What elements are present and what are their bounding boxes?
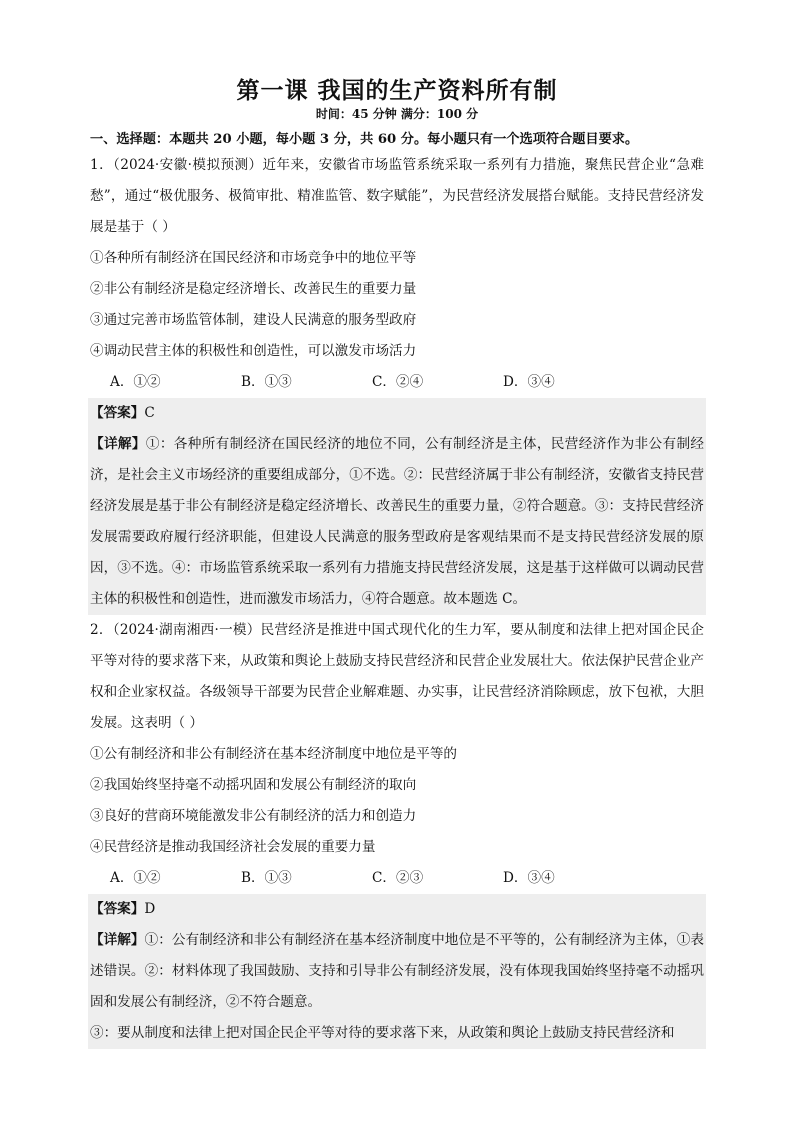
exam-time-score: 时间：45 分钟 满分：100 分 — [315, 107, 479, 121]
statement-3: ③良好的营商环境能激发非公有制经济的活力和创造力 — [90, 808, 417, 824]
answer-value: C — [144, 405, 155, 421]
answer-block — [88, 398, 706, 615]
answer-tag: 【答案】 — [90, 405, 145, 421]
question-list — [90, 150, 704, 1049]
statement-1: ①各种所有制经济在国民经济和市场竞争中的地位平等 — [90, 250, 417, 266]
detail-tag: 【详解】 — [90, 436, 146, 452]
detail-text: ①：公有制经济和非公有制经济在基本经济制度中地位是不平等的，公有制经济为主体，①表述错误。②：材料体现了我国鼓励、支持和引导非公有制经济发展，没有体现我国始终坚持毫不动摇巩固和发展公有制经济，②不符合题意。 — [90, 932, 705, 1010]
choice-a: A．①② — [110, 374, 161, 390]
choice-c: C．②④ — [372, 374, 424, 390]
section-heading: 一、选择题：本题共 20 小题，每小题 3 分，共 60 分。每小题只有一个选项符合题目要求。 — [90, 132, 639, 147]
answer-choices — [90, 367, 704, 398]
statement-1: ①公有制经济和非公有制经济在基本经济制度中地位是平等的 — [90, 746, 458, 762]
detail-line-2: ③：要从制度和法律上把对国企民企平等对待的要求落下来，从政策和舆论上鼓励支持民营经济和 — [90, 1025, 675, 1041]
statement-2: ②我国始终坚持毫不动摇巩固和发展公有制经济的取向 — [90, 777, 417, 793]
answer-value: D — [144, 901, 156, 917]
choice-a: A．①② — [110, 870, 161, 886]
choice-b: B．①③ — [241, 870, 292, 886]
answer-tag: 【答案】 — [90, 901, 145, 917]
detail-line — [90, 429, 704, 615]
question-2 — [90, 615, 704, 1049]
statement-2: ②非公有制经济是稳定经济增长、改善民生的重要力量 — [90, 281, 417, 297]
choice-b: B．①③ — [241, 374, 292, 390]
choice-d: D．③④ — [503, 374, 555, 390]
answer-choices — [90, 863, 704, 894]
question-stem: 1．（2024·安徽·模拟预测）近年来，安徽省市场监管系统采取一系列有力措施，聚焦民营企业“急难愁”，通过“极优服务、极简审批、精准监管、数字赋能”，为民营经济发展搭台赋能。支持民营经济发展是基于（ ） — [90, 157, 704, 235]
statement-4: ④调动民营主体的积极性和创造性，可以激发市场活力 — [90, 343, 417, 359]
question-1 — [90, 150, 704, 615]
statement-4: ④民营经济是推动我国经济社会发展的重要力量 — [90, 839, 376, 855]
detail-line — [90, 925, 704, 1018]
choice-c: C．②③ — [372, 870, 424, 886]
page-title: 第一课 我国的生产资料所有制 — [236, 77, 558, 104]
answer-line — [90, 894, 704, 925]
answer-block — [88, 894, 706, 1049]
question-stem: 2．（2024·湖南湘西·一模）民营经济是推进中国式现代化的生力军，要从制度和法律上把对国企民企平等对待的要求落下来，从政策和舆论上鼓励支持民营经济和民营企业发展壮大。依法保护民营企业产权和企业家权益。各级领导干部要为民营企业解难题、办实事，让民营经济消除顾虑，放下包袱，大胆发展。这表明（ ） — [90, 622, 704, 731]
detail-text: ①：各种所有制经济在国民经济的地位不同，公有制经济是主体，民营经济作为非公有制经济，是社会主义市场经济的重要组成部分，①不选。②：民营经济属于非公有制经济，安徽省支持民营经济发展是基于非公有制经济是稳定经济增长、改善民生的重要力量，②符合题意。③：支持民营经济发展需要政府履行经济职能，但建设人民满意的服务型政府是客观结果而不是支持民营经济发展的原因，③不选。④：市场监管系统采取一系列有力措施支持民营经济发展，这是基于这样做可以调动民营主体的积极性和创造性，进而激发市场活力，④符合题意。故本题选 C。 — [90, 436, 705, 607]
detail-tag: 【详解】 — [90, 932, 145, 948]
choice-d: D．③④ — [503, 870, 555, 886]
statement-3: ③通过完善市场监管体制，建设人民满意的服务型政府 — [90, 312, 417, 328]
answer-line — [90, 398, 704, 429]
